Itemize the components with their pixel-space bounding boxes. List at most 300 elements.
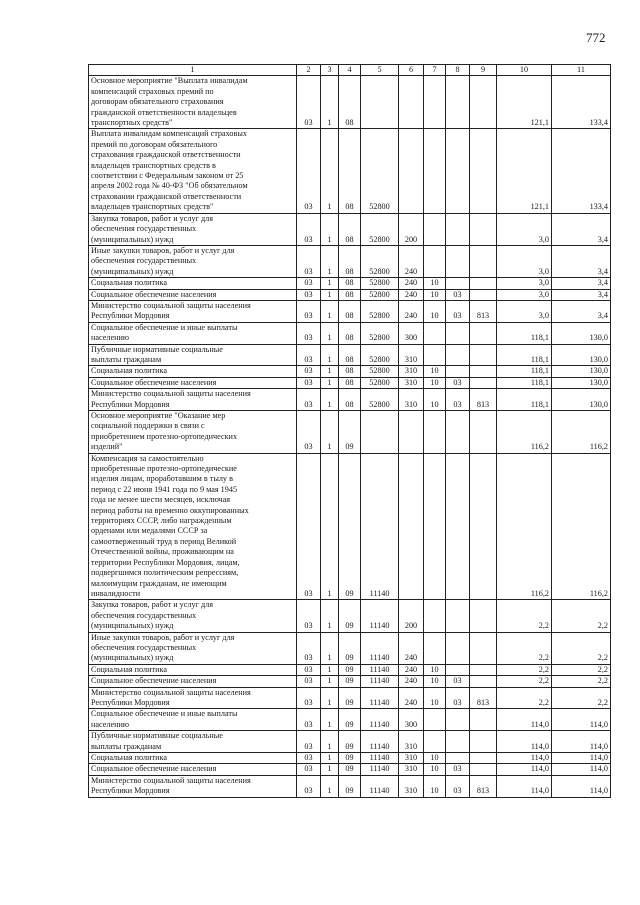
code-cell — [470, 344, 497, 366]
header-cell: 10 — [497, 65, 552, 76]
header-cell: 2 — [297, 65, 321, 76]
code-cell: 10 — [424, 676, 446, 687]
code-cell: 813 — [470, 775, 497, 797]
code-cell: 310 — [399, 344, 424, 366]
code-cell — [424, 322, 446, 344]
code-cell: 03 — [446, 687, 470, 709]
code-cell: 52800 — [361, 245, 399, 277]
code-cell: 09 — [339, 664, 361, 675]
code-cell: 240 — [399, 300, 424, 322]
table-row — [89, 709, 611, 731]
code-cell: 1 — [321, 411, 339, 454]
amount-cell: 114,0 — [497, 731, 552, 753]
code-cell — [424, 129, 446, 213]
code-cell: 52800 — [361, 322, 399, 344]
amount-cell: 118,1 — [497, 377, 552, 388]
code-cell — [470, 322, 497, 344]
code-cell: 09 — [339, 411, 361, 454]
table-row — [89, 366, 611, 377]
code-cell: 1 — [321, 731, 339, 753]
row-name-cell: Иные закупки товаров, работ и услуг для обеспечения государственных (муниципальных) нужд — [89, 245, 297, 277]
code-cell — [470, 76, 497, 129]
code-cell: 240 — [399, 289, 424, 300]
code-cell — [446, 664, 470, 675]
code-cell: 03 — [297, 322, 321, 344]
table-row — [89, 753, 611, 764]
code-cell: 300 — [399, 709, 424, 731]
code-cell — [446, 600, 470, 632]
code-cell — [470, 377, 497, 388]
code-cell: 09 — [339, 600, 361, 632]
code-cell: 200 — [399, 600, 424, 632]
code-cell — [446, 709, 470, 731]
row-name-cell: Социальное обеспечение населения — [89, 377, 297, 388]
code-cell: 240 — [399, 632, 424, 664]
code-cell: 310 — [399, 366, 424, 377]
amount-cell: 3,0 — [497, 289, 552, 300]
code-cell: 03 — [297, 687, 321, 709]
amount-cell: 133,4 — [552, 76, 611, 129]
amount-cell: 3,0 — [497, 278, 552, 289]
code-cell: 11140 — [361, 753, 399, 764]
code-cell — [470, 213, 497, 245]
code-cell: 11140 — [361, 709, 399, 731]
code-cell: 240 — [399, 664, 424, 675]
code-cell: 1 — [321, 709, 339, 731]
code-cell: 03 — [297, 632, 321, 664]
code-cell: 11140 — [361, 764, 399, 775]
code-cell — [424, 411, 446, 454]
code-cell — [470, 129, 497, 213]
code-cell: 52800 — [361, 389, 399, 411]
amount-cell: 116,2 — [497, 453, 552, 600]
header-cell: 8 — [446, 65, 470, 76]
amount-cell: 3,4 — [552, 289, 611, 300]
code-cell: 09 — [339, 676, 361, 687]
code-cell: 09 — [339, 764, 361, 775]
code-cell: 10 — [424, 764, 446, 775]
row-name-cell: Министерство социальной защиты населения Республики Мордовия — [89, 389, 297, 411]
row-name-cell: Социальная политика — [89, 366, 297, 377]
code-cell: 03 — [446, 775, 470, 797]
code-cell — [470, 600, 497, 632]
code-cell: 09 — [339, 453, 361, 600]
code-cell — [424, 213, 446, 245]
code-cell — [470, 453, 497, 600]
code-cell: 52800 — [361, 278, 399, 289]
amount-cell: 116,2 — [552, 411, 611, 454]
code-cell: 03 — [446, 377, 470, 388]
row-name-cell: Социальное обеспечение населения — [89, 289, 297, 300]
code-cell: 09 — [339, 632, 361, 664]
code-cell: 10 — [424, 389, 446, 411]
row-name-cell: Публичные нормативные социальные выплаты гражданам — [89, 344, 297, 366]
code-cell — [446, 213, 470, 245]
table-row — [89, 687, 611, 709]
code-cell: 11140 — [361, 632, 399, 664]
code-cell: 11140 — [361, 676, 399, 687]
table-row — [89, 377, 611, 388]
row-name-cell: Социальное обеспечение населения — [89, 676, 297, 687]
table-row — [89, 600, 611, 632]
code-cell: 1 — [321, 764, 339, 775]
code-cell: 310 — [399, 764, 424, 775]
code-cell: 1 — [321, 289, 339, 300]
code-cell: 03 — [446, 300, 470, 322]
table-row — [89, 322, 611, 344]
code-cell: 03 — [297, 344, 321, 366]
code-cell: 08 — [339, 344, 361, 366]
code-cell — [470, 245, 497, 277]
row-name-cell: Основное мероприятие "Оказание мер социальной поддержки в связи с приобретением протезно-ортопедических изделий" — [89, 411, 297, 454]
amount-cell: 2,2 — [552, 664, 611, 675]
code-cell: 03 — [297, 300, 321, 322]
code-cell — [446, 632, 470, 664]
table-row — [89, 129, 611, 213]
row-name-cell: Публичные нормативные социальные выплаты гражданам — [89, 731, 297, 753]
code-cell — [446, 753, 470, 764]
code-cell: 03 — [446, 676, 470, 687]
code-cell: 310 — [399, 775, 424, 797]
code-cell — [470, 731, 497, 753]
amount-cell: 3,4 — [552, 300, 611, 322]
header-cell: 6 — [399, 65, 424, 76]
header-cell: 3 — [321, 65, 339, 76]
code-cell: 1 — [321, 753, 339, 764]
code-cell: 300 — [399, 322, 424, 344]
table-row — [89, 245, 611, 277]
row-name-cell: Основное мероприятие "Выплата инвалидам компенсаций страховых премий по договорам обязательного страхования гражданской ответственности владельцев транспортных средств" — [89, 76, 297, 129]
code-cell: 1 — [321, 389, 339, 411]
table-row — [89, 775, 611, 797]
code-cell: 1 — [321, 775, 339, 797]
code-cell — [424, 600, 446, 632]
code-cell — [399, 129, 424, 213]
code-cell: 03 — [297, 278, 321, 289]
amount-cell: 118,1 — [497, 389, 552, 411]
table-row — [89, 344, 611, 366]
code-cell — [446, 278, 470, 289]
amount-cell: 3,0 — [497, 245, 552, 277]
code-cell: 1 — [321, 600, 339, 632]
code-cell: 08 — [339, 389, 361, 411]
code-cell — [470, 278, 497, 289]
amount-cell: 2,2 — [552, 632, 611, 664]
code-cell: 813 — [470, 687, 497, 709]
code-cell — [470, 664, 497, 675]
table-row — [89, 389, 611, 411]
code-cell — [424, 453, 446, 600]
amount-cell: 2,2 — [552, 676, 611, 687]
code-cell: 11140 — [361, 664, 399, 675]
amount-cell: 116,2 — [552, 453, 611, 600]
amount-cell: 114,0 — [497, 764, 552, 775]
row-name-cell: Социальное обеспечение и иные выплаты населению — [89, 322, 297, 344]
header-cell: 7 — [424, 65, 446, 76]
code-cell: 200 — [399, 213, 424, 245]
amount-cell: 114,0 — [552, 709, 611, 731]
code-cell — [399, 453, 424, 600]
row-name-cell: Министерство социальной защиты населения Республики Мордовия — [89, 775, 297, 797]
code-cell — [470, 676, 497, 687]
code-cell: 03 — [297, 289, 321, 300]
code-cell: 1 — [321, 687, 339, 709]
code-cell: 10 — [424, 753, 446, 764]
code-cell — [361, 76, 399, 129]
code-cell — [446, 731, 470, 753]
code-cell — [361, 411, 399, 454]
code-cell — [446, 344, 470, 366]
amount-cell: 2,2 — [552, 600, 611, 632]
code-cell: 03 — [297, 76, 321, 129]
code-cell: 1 — [321, 366, 339, 377]
code-cell — [424, 632, 446, 664]
amount-cell: 114,0 — [552, 753, 611, 764]
amount-cell: 116,2 — [497, 411, 552, 454]
code-cell: 11140 — [361, 453, 399, 600]
code-cell: 03 — [297, 709, 321, 731]
code-cell — [446, 366, 470, 377]
code-cell — [470, 753, 497, 764]
code-cell: 03 — [297, 775, 321, 797]
amount-cell: 3,0 — [497, 213, 552, 245]
code-cell: 03 — [297, 366, 321, 377]
code-cell: 52800 — [361, 344, 399, 366]
code-cell: 1 — [321, 632, 339, 664]
code-cell: 08 — [339, 245, 361, 277]
row-name-cell: Социальная политика — [89, 753, 297, 764]
header-cell: 11 — [552, 65, 611, 76]
code-cell: 11140 — [361, 731, 399, 753]
code-cell: 1 — [321, 245, 339, 277]
code-cell — [470, 366, 497, 377]
code-cell: 10 — [424, 687, 446, 709]
table-row — [89, 289, 611, 300]
row-name-cell: Социальная политика — [89, 278, 297, 289]
code-cell: 08 — [339, 278, 361, 289]
amount-cell: 114,0 — [497, 775, 552, 797]
code-cell: 11140 — [361, 687, 399, 709]
code-cell: 813 — [470, 300, 497, 322]
code-cell: 813 — [470, 389, 497, 411]
code-cell: 1 — [321, 676, 339, 687]
code-cell — [424, 344, 446, 366]
table-row — [89, 764, 611, 775]
code-cell: 03 — [297, 731, 321, 753]
amount-cell: 118,1 — [497, 322, 552, 344]
code-cell: 10 — [424, 377, 446, 388]
code-cell: 08 — [339, 289, 361, 300]
code-cell — [446, 411, 470, 454]
amount-cell: 114,0 — [552, 775, 611, 797]
code-cell: 1 — [321, 453, 339, 600]
code-cell: 08 — [339, 322, 361, 344]
code-cell: 1 — [321, 213, 339, 245]
code-cell: 240 — [399, 245, 424, 277]
code-cell — [424, 76, 446, 129]
code-cell: 08 — [339, 377, 361, 388]
code-cell: 03 — [297, 600, 321, 632]
code-cell — [424, 245, 446, 277]
code-cell: 08 — [339, 213, 361, 245]
row-name-cell: Социальное обеспечение населения — [89, 764, 297, 775]
amount-cell: 118,1 — [497, 344, 552, 366]
code-cell: 03 — [297, 245, 321, 277]
code-cell: 310 — [399, 753, 424, 764]
code-cell: 1 — [321, 278, 339, 289]
amount-cell: 2,2 — [497, 632, 552, 664]
amount-cell: 2,2 — [497, 600, 552, 632]
code-cell — [470, 764, 497, 775]
amount-cell: 3,4 — [552, 245, 611, 277]
code-cell: 310 — [399, 389, 424, 411]
code-cell: 10 — [424, 278, 446, 289]
code-cell: 08 — [339, 366, 361, 377]
header-cell: 1 — [89, 65, 297, 76]
code-cell: 03 — [297, 129, 321, 213]
amount-cell: 114,0 — [497, 709, 552, 731]
code-cell: 52800 — [361, 213, 399, 245]
code-cell: 10 — [424, 300, 446, 322]
amount-cell: 121,1 — [497, 76, 552, 129]
code-cell: 03 — [446, 389, 470, 411]
budget-table — [88, 64, 611, 798]
code-cell: 52800 — [361, 377, 399, 388]
header-cell: 4 — [339, 65, 361, 76]
code-cell: 310 — [399, 731, 424, 753]
table-row — [89, 453, 611, 600]
table-row — [89, 411, 611, 454]
code-cell: 11140 — [361, 775, 399, 797]
code-cell — [470, 411, 497, 454]
code-cell: 08 — [339, 300, 361, 322]
amount-cell: 130,0 — [552, 377, 611, 388]
table-row — [89, 300, 611, 322]
row-name-cell: Иные закупки товаров, работ и услуг для обеспечения государственных (муниципальных) нужд — [89, 632, 297, 664]
code-cell — [446, 322, 470, 344]
code-cell: 11140 — [361, 600, 399, 632]
table-row — [89, 632, 611, 664]
row-name-cell: Министерство социальной защиты населения Республики Мордовия — [89, 687, 297, 709]
code-cell: 1 — [321, 322, 339, 344]
code-cell: 08 — [339, 129, 361, 213]
amount-cell: 2,2 — [552, 687, 611, 709]
amount-cell: 2,2 — [497, 664, 552, 675]
code-cell: 240 — [399, 676, 424, 687]
code-cell — [470, 709, 497, 731]
code-cell: 10 — [424, 366, 446, 377]
table-row — [89, 664, 611, 675]
code-cell: 03 — [297, 753, 321, 764]
code-cell: 08 — [339, 76, 361, 129]
amount-cell: 118,1 — [497, 366, 552, 377]
amount-cell: 2,2 — [497, 687, 552, 709]
code-cell: 09 — [339, 731, 361, 753]
row-name-cell: Министерство социальной защиты населения Республики Мордовия — [89, 300, 297, 322]
code-cell: 03 — [297, 764, 321, 775]
table-header-row — [89, 65, 611, 76]
amount-cell: 3,4 — [552, 278, 611, 289]
code-cell: 03 — [446, 764, 470, 775]
code-cell: 240 — [399, 278, 424, 289]
amount-cell: 2,2 — [497, 676, 552, 687]
code-cell — [399, 76, 424, 129]
code-cell: 1 — [321, 300, 339, 322]
code-cell: 03 — [297, 676, 321, 687]
code-cell: 03 — [297, 411, 321, 454]
code-cell: 03 — [446, 289, 470, 300]
amount-cell: 114,0 — [552, 731, 611, 753]
header-cell: 5 — [361, 65, 399, 76]
table-row — [89, 76, 611, 129]
code-cell: 03 — [297, 377, 321, 388]
amount-cell: 130,0 — [552, 389, 611, 411]
amount-cell: 121,1 — [497, 129, 552, 213]
code-cell: 09 — [339, 775, 361, 797]
code-cell: 03 — [297, 213, 321, 245]
code-cell: 310 — [399, 377, 424, 388]
code-cell: 03 — [297, 453, 321, 600]
row-name-cell: Закупка товаров, работ и услуг для обеспечения государственных (муниципальных) нужд — [89, 213, 297, 245]
code-cell: 09 — [339, 753, 361, 764]
code-cell — [446, 76, 470, 129]
header-cell: 9 — [470, 65, 497, 76]
amount-cell: 114,0 — [497, 753, 552, 764]
code-cell — [399, 411, 424, 454]
code-cell: 52800 — [361, 289, 399, 300]
code-cell: 10 — [424, 775, 446, 797]
amount-cell: 3,0 — [497, 300, 552, 322]
page-number: 772 — [586, 30, 606, 45]
code-cell: 1 — [321, 344, 339, 366]
code-cell: 1 — [321, 129, 339, 213]
amount-cell: 114,0 — [552, 764, 611, 775]
code-cell — [424, 709, 446, 731]
code-cell — [470, 632, 497, 664]
amount-cell: 130,0 — [552, 344, 611, 366]
code-cell — [446, 129, 470, 213]
code-cell — [446, 245, 470, 277]
table-row — [89, 213, 611, 245]
row-name-cell: Социальная политика — [89, 664, 297, 675]
amount-cell: 133,4 — [552, 129, 611, 213]
code-cell: 52800 — [361, 129, 399, 213]
code-cell: 03 — [297, 389, 321, 411]
code-cell: 1 — [321, 76, 339, 129]
amount-cell: 130,0 — [552, 322, 611, 344]
code-cell: 09 — [339, 687, 361, 709]
code-cell — [424, 731, 446, 753]
table-row — [89, 278, 611, 289]
table-row — [89, 676, 611, 687]
code-cell: 52800 — [361, 366, 399, 377]
amount-cell: 130,0 — [552, 366, 611, 377]
code-cell: 09 — [339, 709, 361, 731]
row-name-cell: Выплата инвалидам компенсаций страховых премий по договорам обязательного страхования гражданской ответственности владельцев транспортных средств в соответствии с Федеральным законом от 25 апреля 2002 года № 40-ФЗ "Об обязательном страховании гражданской ответственности владельцев транспортных средств" — [89, 129, 297, 213]
code-cell: 10 — [424, 664, 446, 675]
code-cell: 240 — [399, 687, 424, 709]
table-row — [89, 731, 611, 753]
row-name-cell: Социальное обеспечение и иные выплаты населению — [89, 709, 297, 731]
amount-cell: 3,4 — [552, 213, 611, 245]
code-cell: 10 — [424, 289, 446, 300]
code-cell: 1 — [321, 664, 339, 675]
row-name-cell: Компенсация за самостоятельно приобретенные протезно-ортопедические изделия лицам, проработавшим в тылу в период с 22 июня 1941 года по 9 мая 1945 года не менее шести месяцев, исключая период работы на временно оккупированных территориях СССР, либо награжденным орденами или медалями СССР за самоотверженный труд в период Великой Отечественной войны, проживающим на территории Республики Мордовия, лицам, подвергшимся политическим репрессиям, малоимущим гражданам, не имеющим инвалидности — [89, 453, 297, 600]
code-cell: 03 — [297, 664, 321, 675]
code-cell — [446, 453, 470, 600]
code-cell: 52800 — [361, 300, 399, 322]
code-cell — [470, 289, 497, 300]
